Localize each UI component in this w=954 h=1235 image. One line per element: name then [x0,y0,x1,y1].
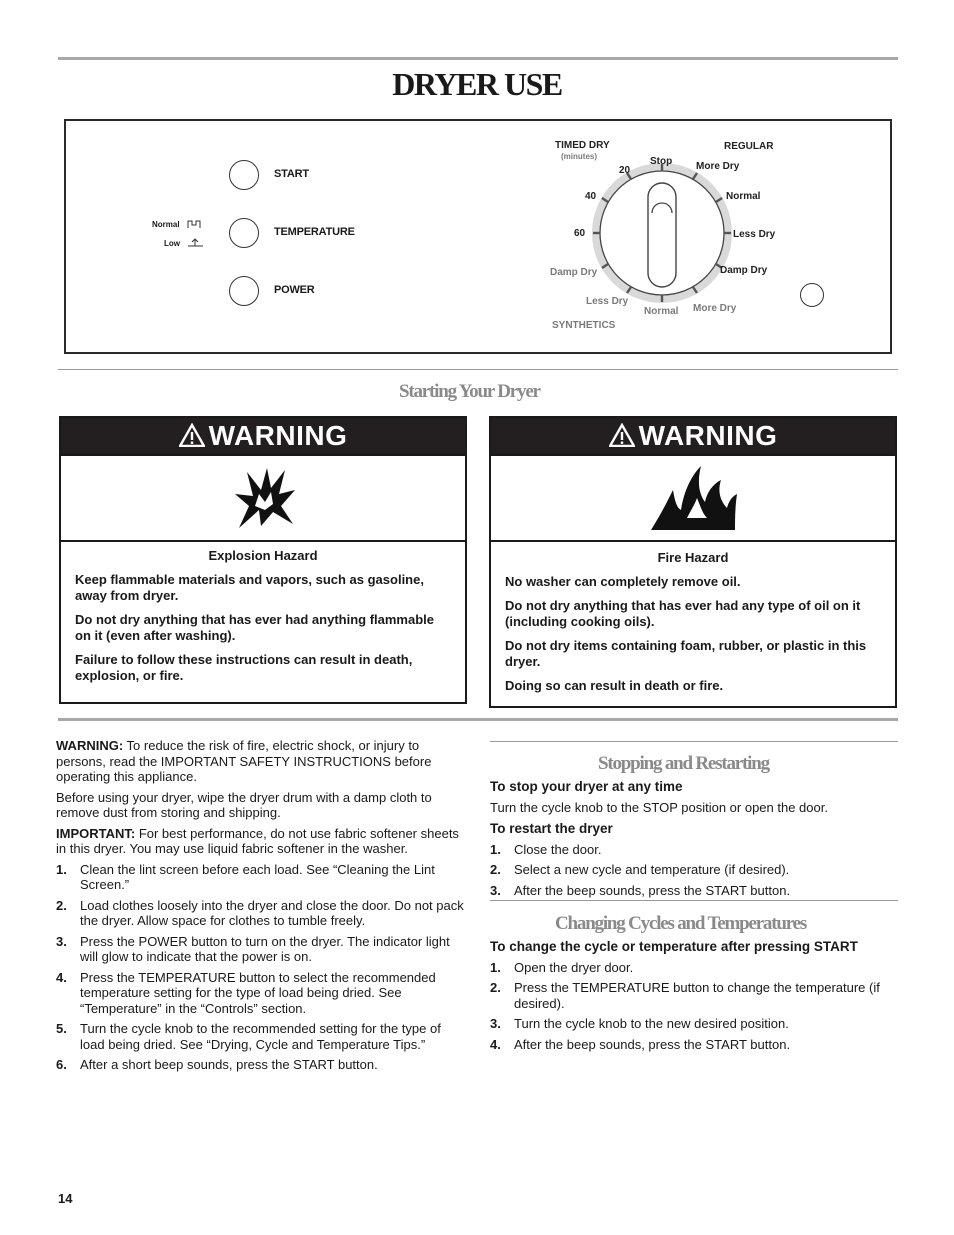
explosion-warning-box [59,416,467,704]
warning-header [491,418,895,454]
changing-section [490,939,898,1057]
minutes-label: (minutes) [561,152,597,161]
stopping-heading: Stopping and Restarting [598,753,769,774]
explosion-line-1: Keep flammable materials and vapors, such as gasoline, away from dryer. [75,572,424,603]
section-rule [58,369,898,370]
list-item: 6. After a short beep sounds, press the START button. [56,1057,378,1072]
warning-paragraph [56,738,464,785]
before-paragraph: Before using your dryer, wipe the dryer drum with a damp cloth to remove dust from storing and shipping. [56,789,432,820]
explosion-line-3: Failure to follow these instructions can result in death, explosion, or fire. [75,652,413,683]
explosion-hazard-title: Explosion Hazard [208,548,318,563]
fire-picture [491,454,895,542]
step-text: Press the POWER button to turn on the dryer. The indicator light will glow to indicate that the power is on. [80,933,450,964]
regular-less-dry-mark: Less Dry [733,229,776,240]
stop-subheading: To stop your dryer at any time [490,779,683,794]
regular-label: REGULAR [724,141,774,152]
step-text: Turn the cycle knob to the recommended setting for the type of load being dried. See “Drying, Cycle and Temperature Tips.” [80,1021,441,1052]
warning-triangle-icon [609,423,635,447]
power-label: POWER [274,284,315,296]
important-text: For best performance, do not use fabric softener sheets in this dryer. You may use liquid fabric softener in the washer. [56,825,459,856]
step-text: Load clothes loosely into the dryer and close the door. Do not pack the dryer. Allow space for clothes to tumble freely. [80,897,464,928]
fire-line-2: Do not dry anything that has ever had any type of oil on it (including cooking oils). [505,598,861,629]
list-item: 1. Clean the lint screen before each load. See “Cleaning the Lint Screen.” [56,861,435,892]
mid-rule [58,718,898,721]
step-text: Select a new cycle and temperature (if desired). [514,862,790,877]
timed-dry-label: TIMED DRY [555,140,610,151]
list-item: 2. Load clothes loosely into the dryer and close the door. Do not pack the dryer. Allow space for clothes to tumble freely. [56,897,464,928]
temp-low-indicator-icon [187,237,205,249]
synthetic-less-dry-mark: Less Dry [586,296,629,307]
explosion-line-2: Do not dry anything that has ever had anything flammable on it (even after washing). [75,612,434,643]
explosion-icon [231,464,297,530]
changing-heading: Changing Cycles and Temperatures [555,913,807,934]
synthetics-label: SYNTHETICS [552,320,616,331]
list-item: 3. Press the POWER button to turn on the dryer. The indicator light will glow to indicate that the power is on. [56,933,450,964]
stopping-rule [490,741,898,742]
start-button[interactable] [229,160,259,190]
step-text: Press the TEMPERATURE button to change the temperature (if desired). [514,980,880,1011]
fire-line-3: Do not dry items containing foam, rubber, or plastic in this dryer. [505,638,867,669]
temp-low-label: Low [164,239,180,248]
stopping-section [490,779,898,903]
fire-icon [647,462,739,532]
regular-more-dry-mark: More Dry [696,161,740,172]
temp-normal-indicator-icon [187,218,205,230]
restart-subheading: To restart the dryer [490,821,613,836]
list-item: 4. After the beep sounds, press the START button. [490,1036,791,1052]
warning-header [61,418,465,454]
list-item: 3. After the beep sounds, press the START button. [490,882,791,898]
regular-damp-dry-mark: Damp Dry [720,265,768,276]
list-item: 3. Turn the cycle knob to the new desired position. [490,1016,789,1031]
change-subheading: To change the cycle or temperature after pressing START [490,939,858,954]
stop-mark: Stop [650,156,673,167]
step-text: Open the dryer door. [514,959,634,975]
step-text: Press the TEMPERATURE button to select the recommended temperature setting for the type of load being dried. See “Temperature” in the “Controls” section. [80,969,436,1016]
warning-triangle-icon [179,423,205,447]
temperature-label: TEMPERATURE [274,226,355,238]
step-text: After a short beep sounds, press the START button. [80,1057,378,1072]
page-title: DRYER USE [392,66,562,102]
important-paragraph [56,826,464,857]
cycle-knob-dial[interactable] [590,161,734,305]
timed-mark-40: 40 [585,191,597,202]
step-text: After the beep sounds, press the START button. [514,882,791,898]
warning-label: WARNING: [56,738,124,753]
power-button[interactable] [229,276,259,306]
fire-warning-box [489,416,897,708]
start-label: START [274,168,309,180]
control-panel [64,119,892,354]
top-rule [58,57,898,60]
step-text: Clean the lint screen before each load. See “Cleaning the Lint Screen.” [80,861,435,892]
fire-hazard-title: Fire Hazard [657,550,729,565]
synthetic-damp-dry-mark: Damp Dry [550,267,598,278]
page-number: 14 [58,1191,73,1206]
regular-normal-mark: Normal [726,191,761,202]
fire-line-1: No washer can completely remove oil. [505,574,741,589]
indicator-light [800,283,824,307]
fire-line-4: Doing so can result in death or fire. [505,678,724,693]
synthetic-more-dry-mark: More Dry [693,303,737,314]
list-item: 2. Press the TEMPERATURE button to change the temperature (if desired). [490,980,880,1011]
starting-heading: Starting Your Dryer [399,381,540,402]
temperature-button[interactable] [229,218,259,248]
step-text: Close the door. [514,841,602,857]
important-label: IMPORTANT: [56,825,136,841]
left-column [56,738,464,1078]
warning-text: To reduce the risk of fire, electric shock, or injury to persons, read the IMPORTANT SAFETY INSTRUCTIONS before operating this appliance. [56,738,432,784]
step-text: Turn the cycle knob to the new desired position. [514,1016,789,1031]
changing-rule [490,900,898,901]
stop-text: Turn the cycle knob to the STOP position or open the door. [490,799,828,815]
timed-mark-20: 20 [619,165,631,176]
list-item: 4. Press the TEMPERATURE button to select the recommended temperature setting for the type of load being dried. See “Temperature” in the “Controls” section. [56,969,436,1016]
list-item: 1. Close the door. [490,841,602,857]
timed-mark-60: 60 [574,228,586,239]
warning-header-text: WARNING [638,420,778,451]
warning-header-text: WARNING [208,420,348,451]
list-item: 1. Open the dryer door. [490,959,634,975]
synthetic-normal-mark: Normal [644,306,679,317]
temp-normal-label: Normal [152,220,180,229]
explosion-picture [61,454,465,542]
list-item: 5. Turn the cycle knob to the recommended setting for the type of load being dried. See “Drying, Cycle and Temperature Tips.” [56,1021,441,1052]
list-item: 2. Select a new cycle and temperature (if desired). [490,862,790,877]
step-text: After the beep sounds, press the START button. [514,1036,791,1052]
